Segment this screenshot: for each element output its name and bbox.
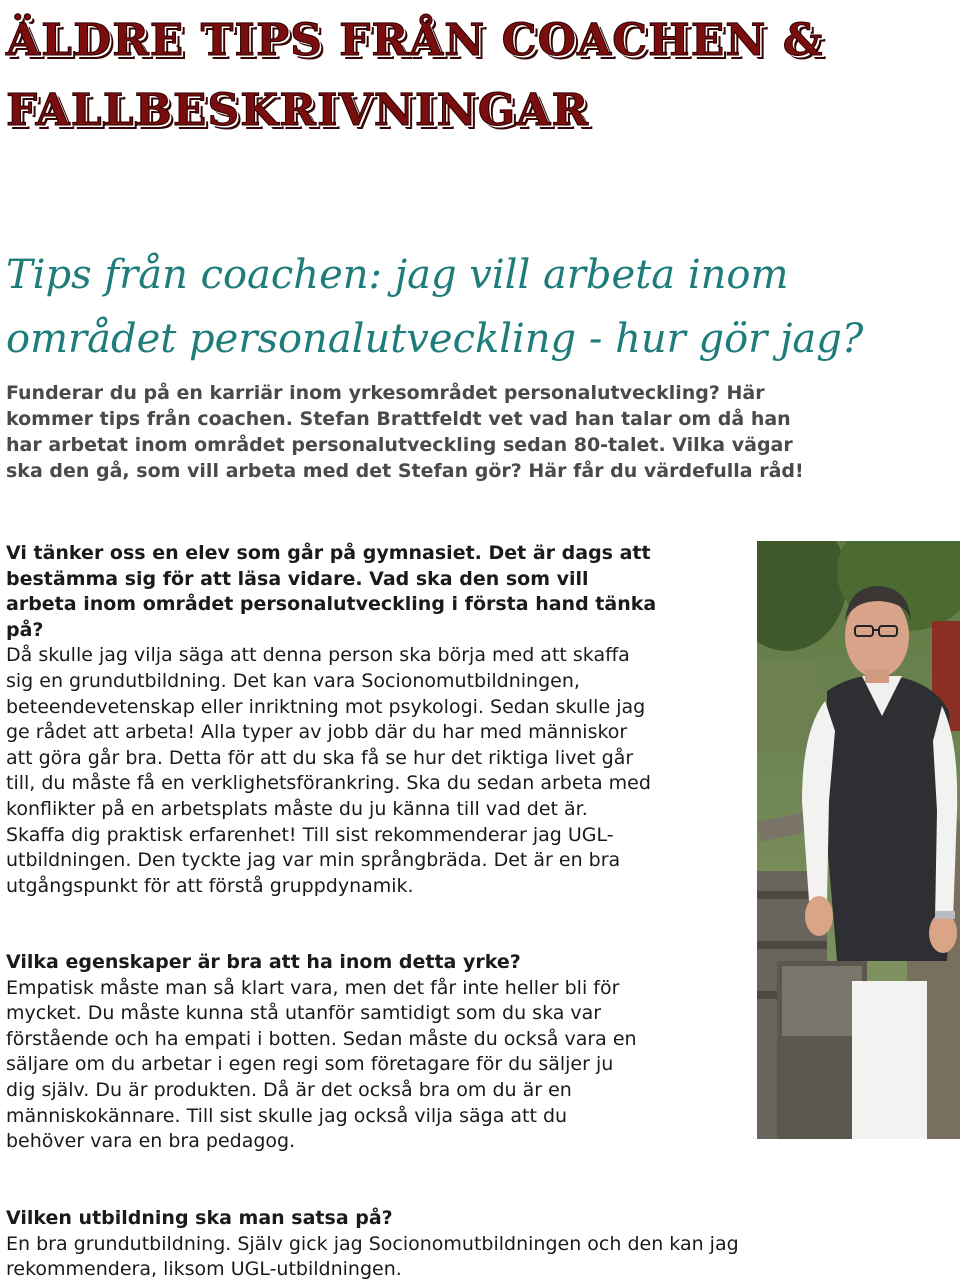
answer-line: behöver vara en bra pedagog. — [6, 1130, 296, 1153]
intro-line: ska den gå, som vill arbeta med det Stefan gör? Här får du värdefulla råd! — [6, 460, 804, 482]
article-title — [6, 243, 946, 371]
header-line-2: FALLBESKRIVNINGAR — [6, 85, 590, 136]
qa-section-3 — [6, 1206, 886, 1283]
answer-line: dig själv. Du är produkten. Då är det också bra om du är en — [6, 1078, 572, 1101]
answer-line: säljare om du arbetar i egen regi som företagare för du säljer ju — [6, 1053, 614, 1076]
answer-line: beteendevetenskap eller inriktning mot psykologi. Sedan skulle jag — [6, 695, 646, 718]
answer-line: En bra grundutbildning. Själv gick jag Socionomutbildningen och den kan jag — [6, 1232, 739, 1255]
question-line: arbeta inom området personalutveckling i första hand tänka — [6, 593, 657, 616]
question-line: på? — [6, 618, 44, 641]
qa-section-1 — [6, 541, 741, 899]
answer-line: rekommendera, liksom UGL-utbildningen. — [6, 1258, 402, 1281]
page-header — [6, 6, 956, 146]
question-line: Vi tänker oss en elev som går på gymnasiet. Det är dags att — [6, 542, 651, 564]
answer-line: att göra går bra. Detta för att du ska få se hur det riktiga livet går — [6, 746, 634, 769]
answer-line: utgångspunkt för att förstå gruppdynamik. — [6, 874, 414, 897]
intro-line: har arbetat inom området personalutveckling sedan 80-talet. Vilka vägar — [6, 434, 793, 456]
answer-line: sig en grundutbildning. Det kan vara Socionomutbildningen, — [6, 669, 580, 692]
question-line: bestämma sig för att läsa vidare. Vad ska den som vill — [6, 567, 589, 590]
intro-paragraph — [6, 380, 956, 484]
answer-line: konflikter på en arbetsplats måste du ju känna till vad det är. — [6, 797, 588, 820]
answer-line: till, du måste få en verklighetsförankring. Ska du sedan arbeta med — [6, 772, 651, 795]
answer-line: ge rådet att arbeta! Alla typer av jobb där du har med människor — [6, 721, 628, 744]
answer-line: utbildningen. Den tyckte jag var min språngbräda. Det är en bra — [6, 849, 621, 872]
header-line-1: ÄLDRE TIPS FRÅN COACHEN & — [6, 15, 824, 66]
question-line: Vilken utbildning ska man satsa på? — [6, 1207, 393, 1229]
answer-line: mycket. Du måste kunna stå utanför samtidigt som du ska var — [6, 1002, 602, 1025]
coach-photo — [757, 541, 960, 1139]
answer-line: Empatisk måste man så klart vara, men det får inte heller bli för — [6, 976, 620, 999]
qa-section-2 — [6, 950, 746, 1155]
title-line-1: Tips från coachen: jag vill arbeta inom — [6, 252, 789, 298]
answer-line: förstående och ha empati i botten. Sedan måste du också vara en — [6, 1027, 637, 1050]
title-line-2: området personalutveckling - hur gör jag? — [6, 316, 864, 362]
intro-line: Funderar du på en karriär inom yrkesområdet personalutveckling? Här — [6, 382, 765, 404]
answer-line: Skaffa dig praktisk erfarenhet! Till sist rekommenderar jag UGL- — [6, 823, 614, 846]
answer-line: människokännare. Till sist skulle jag också vilja säga att du — [6, 1104, 568, 1127]
intro-line: kommer tips från coachen. Stefan Brattfeldt vet vad han talar om då han — [6, 408, 791, 430]
question-line: Vilka egenskaper är bra att ha inom detta yrke? — [6, 951, 521, 973]
answer-line: Då skulle jag vilja säga att denna person ska börja med att skaffa — [6, 644, 630, 667]
